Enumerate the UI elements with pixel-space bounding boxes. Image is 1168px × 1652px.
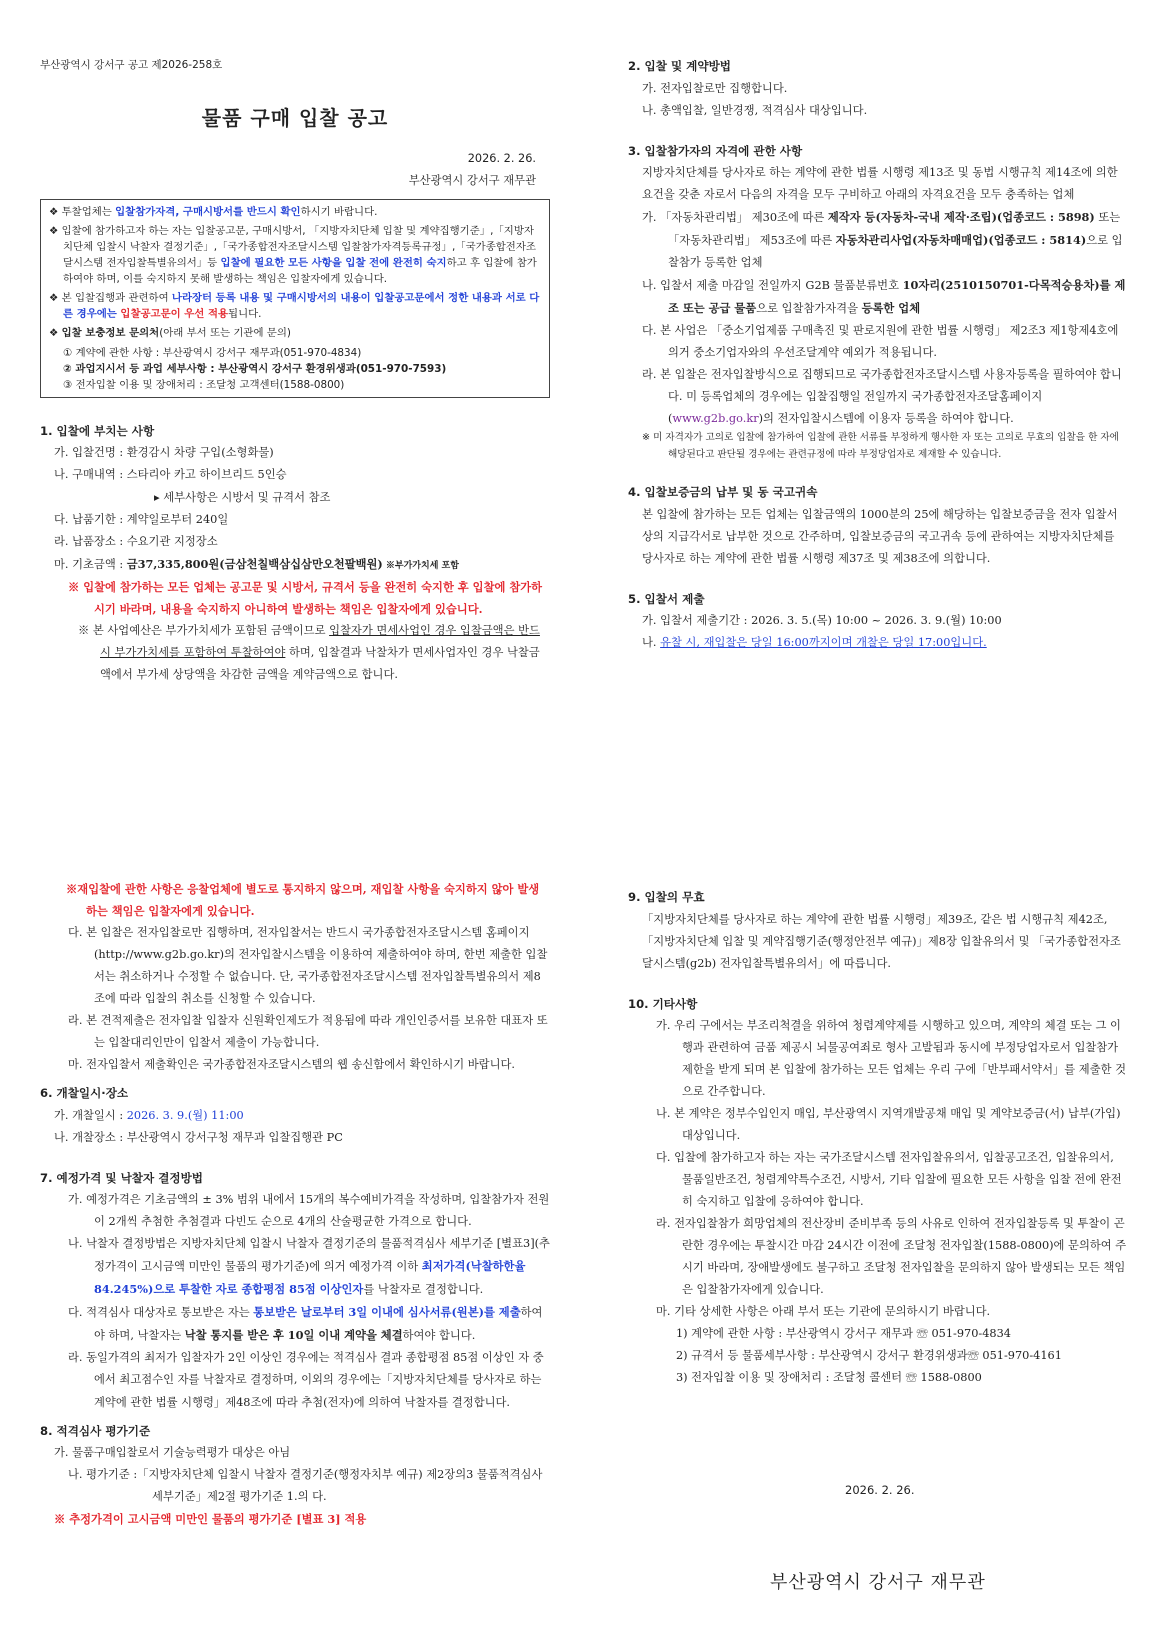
box-item-2: ❖ 입찰에 참가하고자 하는 자는 입찰공고문, 구매시방서, 「지방자치단체 입찰 및 계약집행기준」,「지방자치단체 입찰시 낙찰자 결정기준」,「국가종합전자조달시스템 입찰참가자격등록규정」,「국가종합전자조달시스템 전자입찰특별유의서」등 입찰에 필요한 모든 사항을 입찰 전에 완전히 숙지하고 후 입찰에 참가하여야 하며, 이를 숙지하지 못해 발생하는 책임은 입찰자에게 있습니다. <box>49 224 537 285</box>
item-purchase-sub: ▸ 세부사항은 시방서 및 규격서 참조 <box>154 490 331 504</box>
rebid-info: 나. 유찰 시, 재입찰은 당일 16:00까지이며 개찰은 당일 17:00입니다. <box>642 636 987 650</box>
section-10-heading: 10. 기타사항 <box>628 996 698 1011</box>
g2b-link[interactable]: www.g2b.go.kr <box>672 412 759 426</box>
section-4-heading: 4. 입찰보증금의 납부 및 동 국고귀속 <box>628 485 818 499</box>
method-e-bid: 가. 전자입찰로만 집행합니다. <box>642 81 788 95</box>
section-2-heading: 2. 입찰 및 계약방법 <box>628 59 731 73</box>
eval-na: 나. 평가기준 :「지방자치단체 입찰시 낙찰자 결정기준(행정자치부 예규) 제2장의3 물품적격심사 세부기준」제2절 평가기준 1.의 다. <box>68 1468 543 1504</box>
contact-contract: ① 계약에 관한 사항 : 부산광역시 강서구 재무과(051-970-4834) <box>63 346 362 359</box>
notice-number: 부산광역시 강서구 공고 제2026-258호 <box>40 59 223 71</box>
misc-ra: 라. 전자입찰참가 희망업체의 전산장비 준비부족 등의 사유로 인하여 전자입찰등록 및 투찰이 곤란한 경우에는 투찰시간 마감 24시간 이전에 조달청 전자입찰(1588-0800)에 문의하여 주시기 바라며, 장애발생에도 불구하고 조달청 전자입찰을 문의하지 않아 발생되는 모든 책임은 입찰참가자에게 있습니다. <box>656 1217 1127 1297</box>
contact-1: 1) 계약에 관한 사항 : 부산광역시 강서구 재무과 ☏ 051-970-4834 <box>676 1327 1011 1341</box>
section-3-heading: 3. 입찰참가자의 자격에 관한 사항 <box>628 143 803 158</box>
box-item-3: ❖ 본 입찰집행과 관련하여 나라장터 등록 내용 및 구매시방서의 내용이 입찰공고문에서 정한 내용과 서로 다른 경우에는 입찰공고문이 우선 적용됩니다. <box>49 292 540 321</box>
qual-intro: 지방자치단체를 당사자로 하는 계약에 관한 법률 시행령 제13조 및 동법 시행규칙 제14조에 의한 요건을 갖춘 자로서 다음의 자격을 모두 구비하고 아래의 자격요건을 모두 충족하는 업체 <box>642 166 1118 202</box>
section-5-body <box>628 610 1128 654</box>
notice-date: 2026. 2. 26. <box>467 152 536 166</box>
warning-2: ※ 본 사업예산은 부가가치세가 포함된 금액이므로 입찰자가 면세사업인 경우 입찰금액은 반드시 부가가치세를 포함하여 투찰하여야 하며, 입찰결과 낙찰차가 면세사업자인 경우 낙찰금액에서 부가세 상당액을 차감한 금액을 계약금액으로 합니다. <box>78 623 540 681</box>
contact-e-bid: ③ 전자입찰 이용 및 장애처리 : 조달청 고객센터(1588-0800) <box>63 378 345 391</box>
e-bid-only: 다. 본 입찰은 전자입찰로만 집행하며, 전자입찰서는 반드시 국가종합전자조달시스템 홈페이지(http://www.g2b.go.kr)의 전자입찰시스템을 이용하여 제출하여야 하며, 한번 제출한 입찰서는 취소하거나 수정할 수 없습니다. 단, 국가종합전자조달시스템 전자입찰특별유의서 제8조에 따라 입찰의 취소를 신청할 수 있습니다. <box>68 926 548 1006</box>
opening-datetime: 가. 개찰일시 : 2026. 3. 9.(월) 11:00 <box>54 1108 244 1122</box>
section-7-body <box>40 1189 550 1413</box>
eval-note: ※ 추정가격이 고시금액 미만인 물품의 평가기준 [별표 3] 적용 <box>54 1512 367 1527</box>
section-10-body <box>628 1015 1128 1389</box>
section-7-heading: 7. 예정가격 및 낙찰자 결정방법 <box>40 1170 204 1185</box>
eval-ga: 가. 물품구매입찰로서 기술능력평가 대상은 아님 <box>54 1446 291 1460</box>
footer-issuer: 부산광역시 강서구 재무관 <box>770 1572 986 1593</box>
box-item-4: ❖ 입찰 보충정보 문의처(아래 부서 또는 기관에 문의) <box>49 327 291 340</box>
section-8-heading: 8. 적격심사 평가기준 <box>40 1423 151 1438</box>
method-type: 나. 총액입찰, 일반경쟁, 적격심사 대상입니다. <box>642 103 868 117</box>
price-da: 다. 적격심사 대상자로 통보받은 자는 통보받은 날로부터 3일 이내에 심사서류(원본)를 제출하여야 하며, 낙찰자는 낙찰 통지를 받은 후 10일 이내 계약을 체결하여야 합니다. <box>68 1305 543 1343</box>
opening-place: 나. 개찰장소 : 부산광역시 강서구청 재무과 입찰집행관 PC <box>54 1130 343 1144</box>
price-na: 나. 낙찰자 결정방법은 지방자치단체 입찰시 낙찰자 결정기준의 물품적격심사 세부기준 [별표3](추정가격이 고시금액 미만인 물품의 평가기준)에 의거 예정가격 이하 최저가격(낙찰하한율 84.245%)으로 투찰한 자로 종합평점 85점 이상인자를 낙찰자로 결정합니다. <box>68 1237 550 1297</box>
footer-date: 2026. 2. 26. <box>845 1483 915 1497</box>
qual-ra: 라. 본 입찰은 전자입찰방식으로 집행되므로 국가종합전자조달시스템 사용자등록을 필하여야 합니다. 미 등록업체의 경우에는 입찰집행일 전일까지 국가종합전자조달홈페이지(www.g2b.go.kr)의 전자입찰시스템에 이용자 등록을 하여야 합니다. <box>642 368 1122 426</box>
right-top-column <box>628 55 1128 654</box>
contact-3: 3) 전자입찰 이용 및 장애처리 : 조달청 콜센터 ☏ 1588-0800 <box>676 1371 982 1385</box>
misc-ma: 마. 기타 상세한 사항은 아래 부서 또는 기관에 문의하시기 바랍니다. <box>656 1305 991 1319</box>
item-purchase: 나. 구매내역 : 스타리아 카고 하이브리드 5인승 <box>54 468 287 482</box>
item-base-amount: 마. 기초금액 : 금37,335,800원(금삼천칠백삼십삼만오천팔백원) ※부가가치세 포함 <box>54 556 459 571</box>
section-4-body: 본 입찰에 참가하는 모든 업체는 입찰금액의 1000분의 25에 해당하는 입찰보증금을 전자 입찰서상의 지급각서로 납부한 것으로 간주하며, 입찰보증금의 국고귀속 등에 관하여는 지방자치단체를 당사자로 하는 계약에 관한 법률 시행령 제37조 및 제38조에 의합니다. <box>642 507 1118 565</box>
submit-confirm: 마. 전자입찰서 제출확인은 국가종합전자조달시스템의 웹 송신함에서 확인하시기 바랍니다. <box>68 1058 516 1072</box>
left-bottom-column <box>40 878 550 1530</box>
qual-da: 다. 본 사업은 「중소기업제품 구매촉진 및 판로지원에 관한 법률 시행령」 제2조3 제1항제4호에 의거 중소기업자와의 우선조달계약 예외가 적용됩니다. <box>642 324 1119 360</box>
section-6-heading: 6. 개찰일시·장소 <box>40 1086 129 1101</box>
submit-period: 가. 입찰서 제출기간 : 2026. 3. 5.(목) 10:00 ~ 2026. 3. 9.(월) 10:00 <box>642 614 1002 628</box>
item-place: 라. 납품장소 : 수요기관 지정장소 <box>54 534 218 548</box>
section-9-heading: 9. 입찰의 무효 <box>628 890 705 904</box>
section-2-body <box>628 78 1128 122</box>
identity-check: 라. 본 견적제출은 전자입찰 입찰자 신원확인제도가 적용됨에 따라 개인인증서를 보유한 대표자 또는 입찰대리인만이 입찰서 제출이 가능합니다. <box>68 1014 548 1050</box>
box-item-1: ❖ 투찰업체는 입찰참가자격, 구매시방서를 반드시 확인하시기 바랍니다. <box>49 205 378 218</box>
contact-2: 2) 규격서 등 물품세부사항 : 부산광역시 강서구 환경위생과☏ 051-970-4161 <box>676 1349 1062 1363</box>
rebid-note: ※재입찰에 관한 사항은 응찰업체에 별도로 통지하지 않으며, 재입찰 사항을 숙지하지 않아 발생하는 책임은 입찰자에게 있습니다. <box>66 882 540 919</box>
qual-na: 나. 입찰서 제출 마감일 전일까지 G2B 물품분류번호 10자리(2510150701-다목적승용차)를 제조 또는 공급 물품으로 입찰참가자격을 등록한 업체 <box>642 278 1126 316</box>
right-bottom-column <box>628 886 1128 1390</box>
misc-na: 나. 본 계약은 정부수입인지 매입, 부산광역시 지역개발공채 매입 및 계약보증금(서) 납부(가입) 대상입니다. <box>656 1107 1121 1143</box>
price-ra: 라. 동일가격의 최저가 입찰자가 2인 이상인 경우에는 적격심사 결과 종합평점 85점 이상인 자 중에서 최고점수인 자를 낙찰자로 결정하며, 이외의 경우에는「지방자치단체를 당사자로 하는 계약에 관한 법률 시행령」제48조에 따라 추첨(전자)에 의하여 낙찰자를 결정합니다. <box>68 1351 544 1409</box>
page-title: 물품 구매 입찰 공고 <box>201 106 389 131</box>
notice-box <box>40 199 550 398</box>
item-deadline: 다. 납품기한 : 계약일로부터 240일 <box>54 512 229 526</box>
price-ga: 가. 예정가격은 기초금액의 ± 3% 범위 내에서 15개의 복수예비가격을 작성하며, 입찰참가자 전원이 2개씩 추첨한 추첨결과 다빈도 순으로 4개의 산술평균한 가격으로 합니다. <box>68 1193 550 1229</box>
section-3-body <box>628 162 1128 463</box>
notice-issuer: 부산광역시 강서구 재무관 <box>408 174 536 188</box>
misc-da: 다. 입찰에 참가하고자 하는 자는 국가조달시스템 전자입찰유의서, 입찰공고조건, 입찰유의서, 물품일반조건, 청렴계약특수조건, 시방서, 기타 입찰에 필요한 모든 사항을 입찰 전에 완전히 숙지하고 입찰에 응하여야 합니다. <box>656 1151 1122 1209</box>
warning-1: ※ 입찰에 참가하는 모든 업체는 공고문 및 시방서, 규격서 등을 완전히 숙지한 후 입찰에 참가하시기 바라며, 내용을 숙지하지 아니하여 발생하는 책임은 입찰자에게 있습니다. <box>68 579 543 616</box>
section-9-body: 「지방자치단체를 당사자로 하는 계약에 관한 법률 시행령」제39조, 같은 법 시행규칙 제42조, 「지방자치단체 입찰 및 계약집행기준(행정안전부 예규)」제8장 입찰유의서 및 「국가종합전자조달시스템(g2b) 전자입찰특별유의서」에 따릅니다. <box>642 912 1121 970</box>
section-1-heading: 1. 입찰에 부치는 사항 <box>40 423 155 438</box>
section-6-body <box>40 1105 550 1149</box>
left-top-column <box>40 55 550 686</box>
contact-task: ② 과업지시서 등 과업 세부사항 : 부산광역시 강서구 환경위생과(051-970-7593) <box>63 362 447 375</box>
section-5-continued <box>40 922 550 1076</box>
misc-ga: 가. 우리 구에서는 부조리척결을 위하여 청렴계약제를 시행하고 있으며, 계약의 체결 또는 그 이행과 관련하여 금품 제공시 뇌물공여죄로 형사 고발됨과 동시에 부정당업자로서 입찰참가제한을 받게 되며 본 입찰에 참가하는 모든 업체는 우리 구에「반부패서약서」를 제출한 것으로 간주합니다. <box>656 1019 1127 1099</box>
item-bid-name: 가. 입찰건명 : 환경감시 차량 구입(소형화물) <box>54 446 274 460</box>
section-1-body <box>40 442 550 685</box>
section-5-heading: 5. 입찰서 제출 <box>628 591 705 606</box>
qual-note: ※ 미 자격자가 고의로 입찰에 참가하여 입찰에 관한 서류를 부정하게 행사한 자 또는 고의로 무효의 입찰을 한 자에 해당된다고 판단될 경우에는 관련규정에 따라 부정당업자로 제재할 수 있습니다. <box>642 432 1119 460</box>
qual-ga: 가. 「자동차관리법」 제30조에 따른 제작자 등(자동차-국내 제작·조립)(업종코드 : 5898) 또는 「자동차관리법」 제53조에 따른 자동차관리사업(자동차매매업)(업종코드 : 5814)으로 입찰참가 등록한 업체 <box>642 210 1123 270</box>
section-8-body <box>40 1442 550 1530</box>
